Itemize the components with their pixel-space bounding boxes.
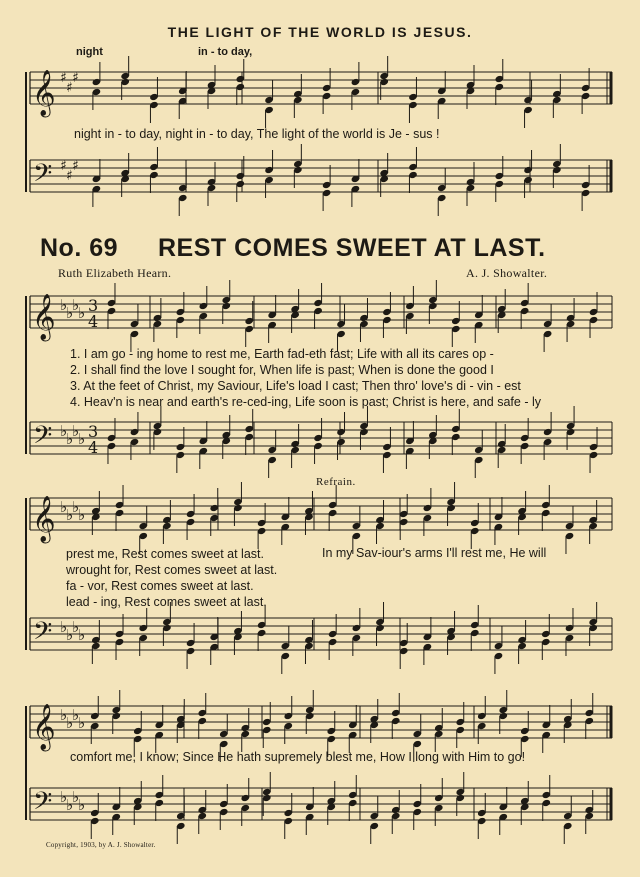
- flat-icon: ♭: [72, 296, 80, 314]
- flat-icon: ♭: [66, 714, 74, 732]
- hymn-number: No. 69: [40, 234, 119, 262]
- time-sig-bottom: 4: [88, 312, 99, 331]
- treble-clef-icon: 𝄞: [32, 294, 56, 340]
- sharp-icon: ♯: [72, 70, 79, 86]
- sharp-icon: ♯: [60, 70, 67, 86]
- flat-icon: ♭: [60, 422, 68, 440]
- sharp-icon: ♯: [72, 158, 79, 174]
- flat-icon: ♭: [60, 498, 68, 516]
- bass-clef-icon: 𝄢: [33, 159, 53, 194]
- system2-line-4: lead - ing, Rest comes sweet at last.: [66, 595, 267, 609]
- flat-icon: ♭: [60, 618, 68, 636]
- flat-icon: ♭: [60, 788, 68, 806]
- flat-icon: ♭: [66, 430, 74, 448]
- flat-icon: ♭: [60, 706, 68, 724]
- treble-clef-icon: 𝄞: [32, 704, 56, 750]
- sharp-icon: ♯: [66, 80, 73, 96]
- copyright-note: Copyright, 1903, by A. J. Showalter.: [46, 841, 156, 849]
- cue-word-left: night: [76, 46, 103, 58]
- refrain-lyric-line-2: comfort me, I know; Since He hath supremely blest me, How I long with Him to go!: [70, 750, 526, 764]
- flat-icon: ♭: [66, 304, 74, 322]
- refrain-label: Refrain.: [316, 476, 356, 488]
- flat-icon: ♭: [78, 714, 86, 732]
- bass-clef-icon: 𝄢: [33, 421, 53, 456]
- flat-icon: ♭: [60, 296, 68, 314]
- verse-line-1: 1. I am go - ing home to rest me, Earth fad-eth fast; Life with all its cares op -: [70, 347, 494, 361]
- top-lyric-line: night in - to day, night in - to day, The light of the world is Je - sus !: [74, 127, 440, 141]
- verse-line-4: 4. Heav'n is near and earth's re-ced-ing, Life soon is past; Christ is here, and safe - ly: [70, 395, 541, 409]
- flat-icon: ♭: [66, 506, 74, 524]
- system2-line-2: wrought for, Rest comes sweet at last.: [66, 563, 278, 577]
- top-hymn-title: THE LIGHT OF THE WORLD IS JESUS.: [167, 24, 473, 40]
- time-sig-bottom: 4: [88, 438, 99, 457]
- time-sig-top: 3: [88, 296, 99, 315]
- flat-icon: ♭: [66, 626, 74, 644]
- treble-clef-icon: 𝄞: [32, 496, 56, 542]
- verse-line-3: 3. At the feet of Christ, my Saviour, Life's load I cast; Then thro' love's di - vin - est: [70, 379, 521, 393]
- flat-icon: ♭: [72, 498, 80, 516]
- system2-line-3: fa - vor, Rest comes sweet at last.: [66, 579, 254, 593]
- sharp-icon: ♯: [60, 158, 67, 174]
- flat-icon: ♭: [66, 796, 74, 814]
- system2-line-1: prest me, Rest comes sweet at last.: [66, 547, 264, 561]
- refrain-lyric-line-1: In my Sav-iour's arms I'll rest me, He will: [322, 546, 547, 560]
- hymn-title: REST COMES SWEET AT LAST.: [158, 234, 546, 262]
- flat-icon: ♭: [72, 788, 80, 806]
- treble-clef-icon: 𝄞: [32, 70, 56, 116]
- flat-icon: ♭: [78, 304, 86, 322]
- bass-clef-icon: 𝄢: [33, 787, 53, 822]
- flat-icon: ♭: [72, 422, 80, 440]
- bass-clef-icon: 𝄢: [33, 617, 53, 652]
- flat-icon: ♭: [78, 506, 86, 524]
- flat-icon: ♭: [78, 430, 86, 448]
- flat-icon: ♭: [72, 618, 80, 636]
- cue-word-right: in - to day,: [198, 46, 253, 58]
- words-credit: Ruth Elizabeth Hearn.: [58, 266, 172, 280]
- flat-icon: ♭: [78, 796, 86, 814]
- verse-line-2: 2. I shall find the love I sought for, When life is past; When is done the good I: [70, 363, 494, 377]
- time-sig-top: 3: [88, 422, 99, 441]
- sharp-icon: ♯: [66, 168, 73, 184]
- music-credit: A. J. Showalter.: [466, 266, 548, 280]
- flat-icon: ♭: [72, 706, 80, 724]
- flat-icon: ♭: [78, 626, 86, 644]
